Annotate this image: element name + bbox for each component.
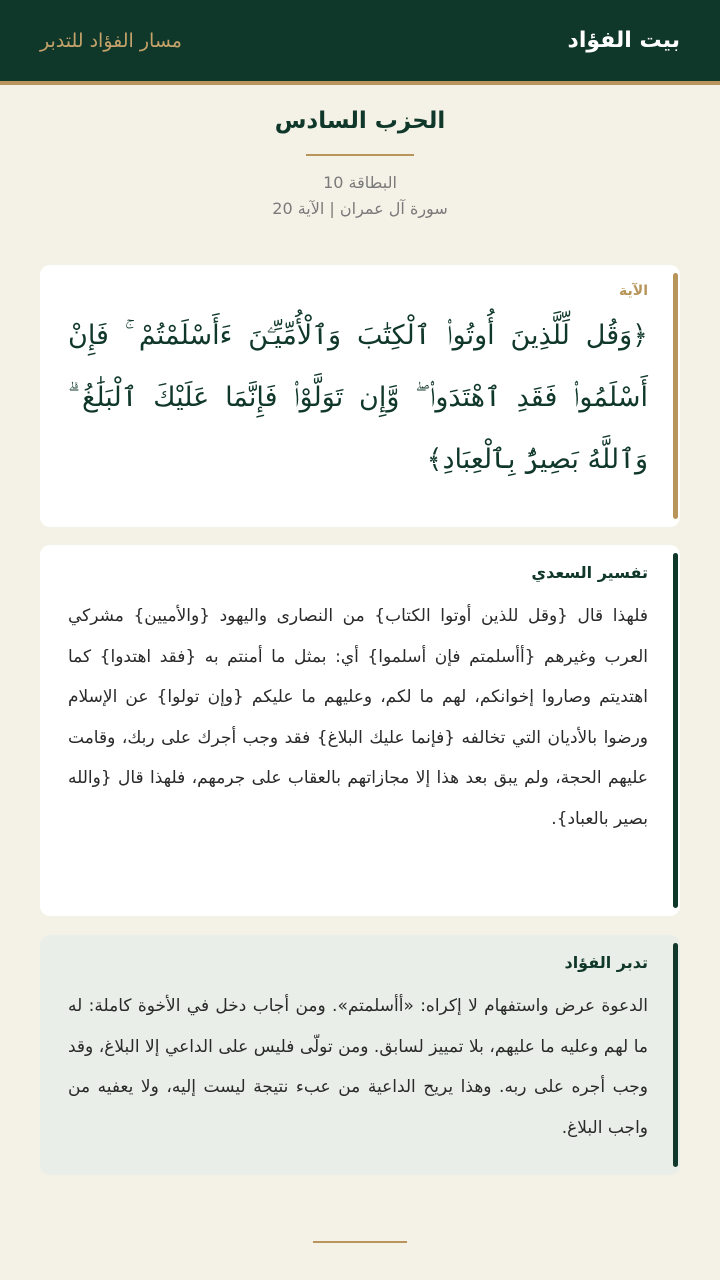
- bottom-divider: [313, 1241, 407, 1243]
- top-bar: [0, 0, 720, 85]
- tafsir-label: تفسير السعدي: [531, 563, 648, 582]
- verse-card: [40, 265, 680, 527]
- tafsir-card: [40, 545, 680, 916]
- reflection-label: تدبر الفؤاد: [564, 953, 648, 972]
- verse-text: ﴿وَقُل لِّلَّذِينَ أُوتُوا۟ ٱلْكِتَٰبَ وَٱلْأُمِّيِّـۧنَ ءَأَسْلَمْتُمْ ۚ فَإِنْ أَسْلَمُوا۟ فَقَدِ ٱهْتَدَوا۟ ۖ وَّإِن تَوَلَّوْا۟ فَإِنَّمَا عَلَيْكَ ٱلْبَلَٰغُ ۗ وَٱللَّهُ بَصِيرٌۢ بِٱلْعِبَادِ﴾: [68, 320, 648, 475]
- path-link[interactable]: مسار الفؤاد للتدبر: [40, 29, 182, 52]
- reflection-card: [40, 935, 680, 1175]
- section-title: الحزب السادس: [274, 108, 446, 134]
- tafsir-text: فلهذا قال {وقل للذين أوتوا الكتاب} من النصارى واليهود {والأميين} مشركي العرب وغيرهم {أأسلمتم فإن أسلموا} أي: بمثل ما أمنتم به {فقد اهتدوا} كما اهتديتم وصاروا إخوانكم، لهم ما لكم، وعليهم ما عليكم {وإن تولوا} عن الإسلام ورضوا بالأديان التي تخالفه {فإنما عليك البلاغ} فقد وجب أجرك على ربك، وقامت عليهم الحجة، ولم يبق بعد هذا إلا مجازاتهم بالعقاب على جرمهم، فلهذا قال {والله بصير بالعباد}.: [68, 606, 648, 829]
- reflection-text: الدعوة عرض واستفهام لا إكراه: «أأسلمتم». ومن أجاب دخل في الأخوة كاملة: له ما لهم وعليه ما عليهم، بلا تمييز لسابق. ومن تولّى فليس على الداعي إلا البلاغ، وقد وجب أجره على ربه. وهذا يريح الداعية من عبء نتيجة ليست إليه، ولا يعفيه من واجب البلاغ.: [68, 996, 648, 1138]
- surah-reference: سورة آل عمران | الآية 20: [272, 199, 448, 218]
- card-header: [0, 100, 720, 222]
- app-title: بيت الفؤاد: [567, 28, 680, 53]
- verse-label: الآية: [619, 283, 648, 299]
- title-divider: [306, 154, 414, 156]
- card-number: البطاقة 10: [323, 173, 397, 192]
